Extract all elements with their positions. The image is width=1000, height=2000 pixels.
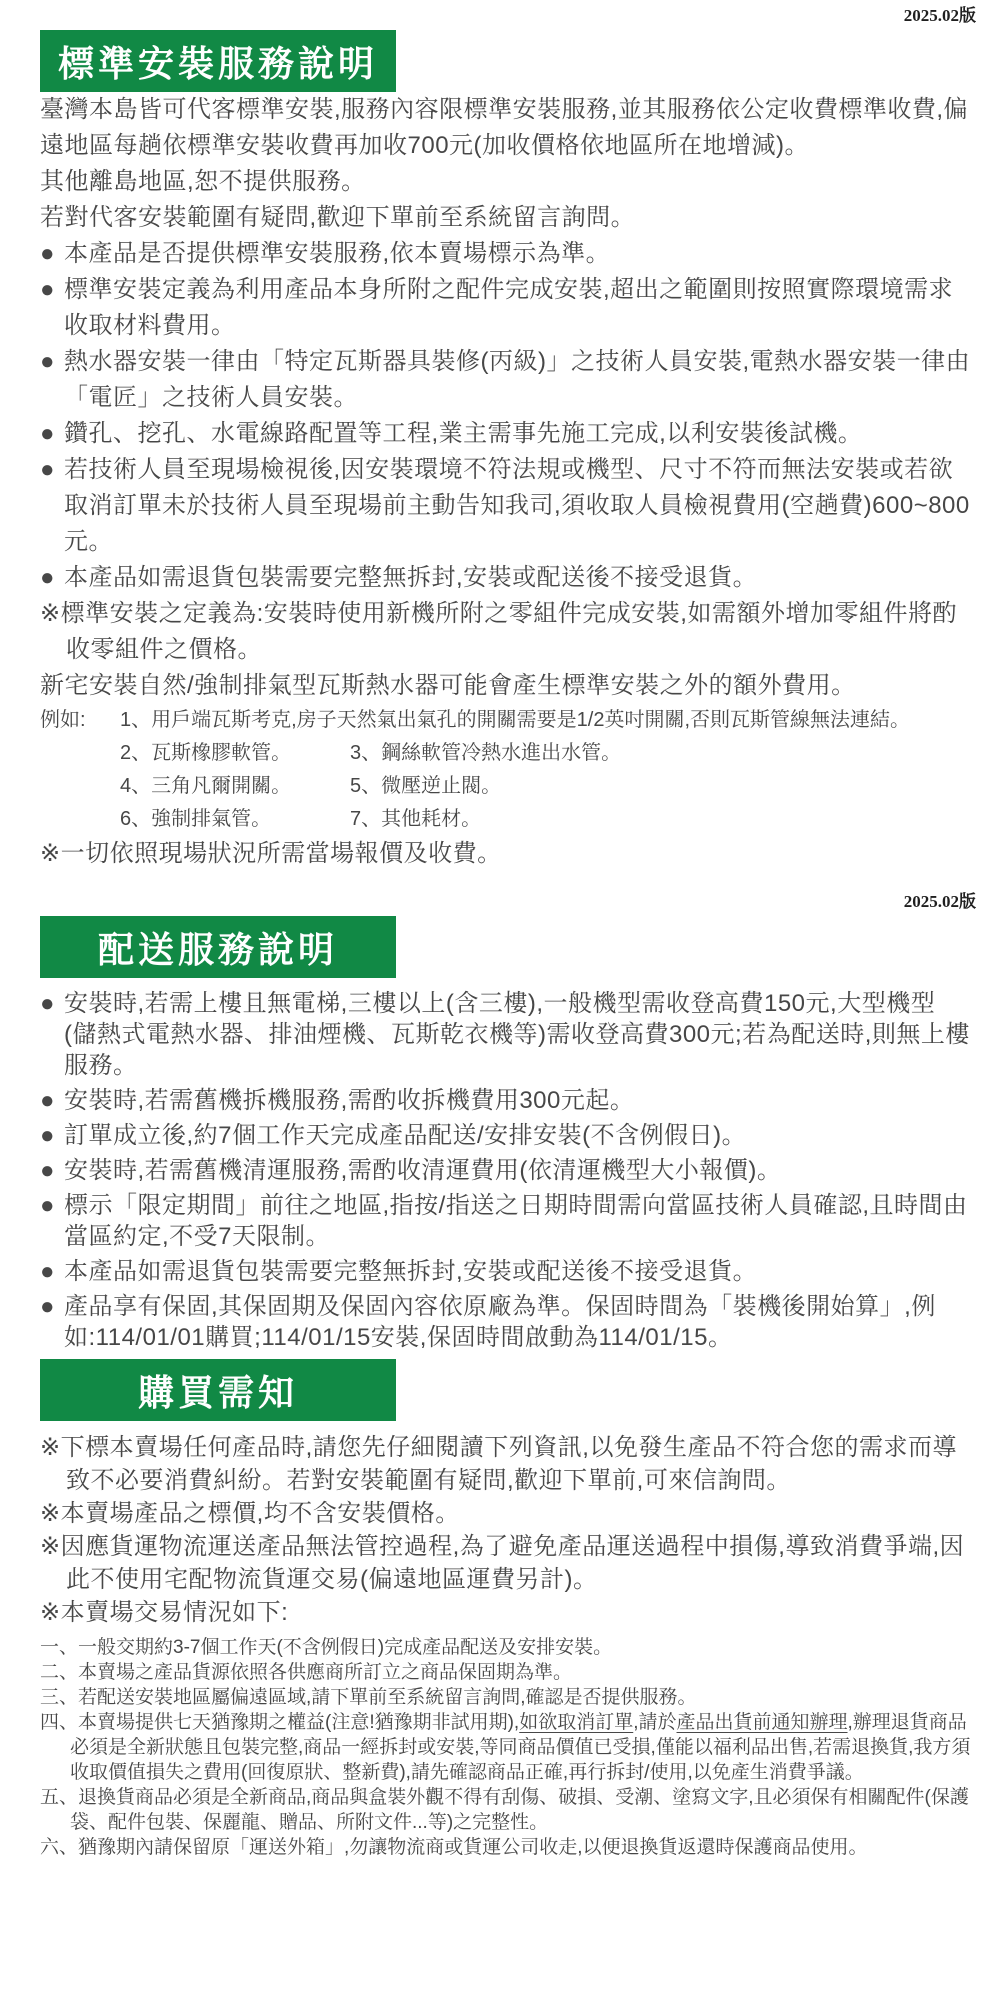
delivery-bullet-text: 安裝時,若需上樓且無電梯,三樓以上(含三樓),一般機型需收登高費150元,大型機型 (儲熱式電熱水器、排油煙機、瓦斯乾衣機等)需收登高費300元;若為配送時,則無上樓服務。: [64, 990, 970, 1079]
install-definition-note: [40, 596, 972, 668]
purchase-note-text: 本賣場產品之標價,均不含安裝價格。: [60, 1500, 460, 1527]
notify-before-shipping-underlined-text: 產品出貨前通知辦理: [676, 1712, 848, 1733]
delivery-bullet-text: 標示「限定期間」前往之地區,指按/指送之日期時間需向當區技術人員確認,且時間由當區約定,不受7天限制。: [64, 1192, 968, 1250]
delivery-bullet-item: [40, 1256, 972, 1287]
install-bullet-text: 本產品如需退貨包裝需要完整無拆封,安裝或配送後不接受退貨。: [64, 564, 758, 591]
example-item-5: 5、微壓逆止閥。: [350, 775, 502, 797]
cancel-order-underlined-text: 如欲取消訂單: [519, 1712, 634, 1733]
example-item-3: 3、鋼絲軟管冷熱水進出水管。: [350, 742, 622, 764]
note-icon: ※: [40, 1500, 61, 1527]
delivery-bullet-item: [40, 1120, 972, 1151]
bullet-icon: ●: [40, 456, 55, 483]
note-icon: ※: [40, 600, 61, 627]
term-4-mid: ,請於: [633, 1712, 677, 1733]
delivery-version-label: 2025.02版: [903, 892, 976, 911]
install-banner: [40, 30, 396, 92]
install-bullet-text: 鑽孔、挖孔、水電線路配置等工程,業主需事先施工完成,以利安裝後試機。: [64, 420, 863, 447]
bullet-icon: ●: [40, 564, 55, 591]
note-icon: ※: [40, 840, 61, 867]
install-bullet-text: 熱水器安裝一律由「特定瓦斯器具裝修(丙級)」之技術人員安裝,電熱水器安裝一律由「電匠」之技術人員安裝。: [64, 348, 971, 411]
install-extra-fee-note: 新宅安裝自然/強制排氣型瓦斯熱水器可能會產生標準安裝之外的額外費用。: [40, 672, 856, 699]
purchase-note: [40, 1497, 972, 1530]
install-intro-line3: 若對代客安裝範圍有疑問,歡迎下單前至系統留言詢問。: [40, 204, 636, 231]
bullet-icon: ●: [40, 1122, 55, 1149]
onsite-quote-note: [40, 836, 972, 872]
delivery-bullet-text: 安裝時,若需舊機清運服務,需酌收清運費用(依清運機型大小報價)。: [64, 1157, 782, 1184]
bullet-icon: ●: [40, 1192, 55, 1219]
example-label: 例如:: [40, 709, 86, 731]
purchase-note: [40, 1431, 972, 1497]
purchase-term-6: 六、猶豫期內請保留原「運送外箱」,勿讓物流商或貨運公司收走,以便退換貨返還時保護商品使用。: [40, 1837, 868, 1858]
delivery-bullet-text: 安裝時,若需舊機拆機服務,需酌收拆機費用300元起。: [64, 1087, 635, 1114]
install-bullet-text: 標準安裝定義為利用產品本身所附之配件完成安裝,超出之範圍則按照實際環境需求收取材料費用。: [64, 276, 954, 339]
note-icon: ※: [40, 1533, 61, 1560]
install-intro-line1: 臺灣本島皆可代客標準安裝,服務內容限標準安裝服務,並其服務依公定收費標準收費,偏遠地區每趟依標準安裝收費再加收700元(加收價格依地區所在地增減)。: [40, 96, 969, 159]
purchase-term-4: [40, 1710, 972, 1785]
purchase-note-text: 本賣場交易情況如下:: [60, 1599, 289, 1626]
bullet-icon: ●: [40, 1293, 55, 1320]
purchase-term-1: 一、一般交期約3-7個工作天(不含例假日)完成產品配送及安排安裝。: [40, 1637, 613, 1658]
install-intro-line2: 其他離島地區,恕不提供服務。: [40, 168, 366, 195]
bullet-icon: ●: [40, 420, 55, 447]
bullet-icon: ●: [40, 348, 55, 375]
install-bullet-text: 本產品是否提供標準安裝服務,依本賣場標示為準。: [64, 240, 611, 267]
delivery-bullet-item: [40, 1291, 972, 1353]
delivery-banner: [40, 916, 396, 978]
delivery-bullet-item: [40, 988, 972, 1081]
purchase-note: [40, 1596, 972, 1629]
install-bullet-item: [40, 452, 972, 560]
delivery-bullet-item: [40, 1155, 972, 1186]
example-item-1: 1、用戶端瓦斯考克,房子天然氣出氣孔的開關需要是1/2英吋開關,否則瓦斯管線無法連結。: [120, 709, 911, 731]
example-row: [40, 770, 972, 803]
delivery-bullet-item: [40, 1085, 972, 1116]
purchase-note: [40, 1530, 972, 1596]
bullet-icon: ●: [40, 990, 55, 1017]
delivery-bullet-text: 本產品如需退貨包裝需要完整無拆封,安裝或配送後不接受退貨。: [64, 1258, 758, 1285]
onsite-quote-text: 一切依照現場狀況所需當場報價及收費。: [60, 840, 502, 867]
bullet-icon: ●: [40, 240, 55, 267]
delivery-bullet-item: [40, 1190, 972, 1252]
purchase-term-2: 二、本賣場之產品貨源依照各供應商所訂立之商品保固期為準。: [40, 1662, 573, 1683]
install-examples: [40, 704, 972, 836]
install-section: [0, 92, 1000, 872]
example-item-2: 2、瓦斯橡膠軟管。: [120, 742, 292, 764]
purchase-banner-title: 購買需知: [137, 1371, 298, 1413]
delivery-bullet-text: 訂單成立後,約7個工作天完成產品配送/安排安裝(不含例假日)。: [64, 1122, 747, 1149]
term-4-post: ,辦理退貨商品必須是全新狀態且包裝完整,商品一經拆封或安裝,等同商品價值已受損,僅能以福利品出售,若需退換貨,我方須收取價值損失之費用(回復原狀、整新費),請先確認商品正確,再行拆封/使用,以免產生消費爭議。: [70, 1712, 971, 1783]
install-bullet-text: 若技術人員至現場檢視後,因安裝環境不符法規或機型、尺寸不符而無法安裝或若欲取消訂單未於技術人員至現場前主動告知我司,須收取人員檢視費用(空趟費)600~800元。: [64, 456, 970, 555]
note-icon: ※: [40, 1434, 61, 1461]
install-bullet-item: [40, 344, 972, 416]
delivery-banner-title: 配送服務說明: [97, 928, 338, 970]
install-banner-title: 標準安裝服務說明: [57, 42, 378, 84]
example-item-4: 4、三角凡爾開關。: [120, 775, 292, 797]
example-item-6: 6、強制排氣管。: [120, 808, 272, 830]
install-definition-text: 標準安裝之定義為:安裝時使用新機所附之零組件完成安裝,如需額外增加零組件將酌收零組件之價格。: [60, 600, 957, 663]
purchase-note-text: 因應貨運物流運送產品無法管控過程,為了避免產品運送過程中損傷,導致消費爭端,因此不使用宅配物流貨運交易(偏遠地區運費另計)。: [60, 1533, 965, 1593]
install-bullet-item: [40, 236, 972, 272]
install-bullet-item: [40, 416, 972, 452]
example-first-row: [40, 704, 972, 737]
note-icon: ※: [40, 1599, 61, 1626]
delivery-section: [0, 988, 1000, 1353]
install-bullet-item: [40, 272, 972, 344]
bullet-icon: ●: [40, 1258, 55, 1285]
install-bullet-item: [40, 560, 972, 596]
purchase-banner: [40, 1359, 396, 1421]
bullet-icon: ●: [40, 276, 55, 303]
install-version-label: 2025.02版: [903, 6, 976, 25]
purchase-section: [0, 1431, 1000, 1860]
example-row: [40, 803, 972, 836]
example-item-7: 7、其他耗材。: [350, 808, 482, 830]
bullet-icon: ●: [40, 1087, 55, 1114]
example-row: [40, 737, 972, 770]
delivery-bullet-text: 產品享有保固,其保固期及保固內容依原廠為準。保固時間為「裝機後開始算」,例如:114/01/01購買;114/01/15安裝,保固時間啟動為114/01/15。: [64, 1293, 936, 1351]
install-intro: [40, 92, 972, 200]
purchase-term-3: 三、若配送安裝地區屬偏遠區域,請下單前至系統留言詢問,確認是否提供服務。: [40, 1687, 697, 1708]
bullet-icon: ●: [40, 1157, 55, 1184]
purchase-term-5: 五、退換貨商品必須是全新商品,商品與盒裝外觀不得有刮傷、破損、受潮、塗寫文字,且必須保有相關配件(保護袋、配件包裝、保麗龍、贈品、所附文件...等)之完整性。: [40, 1787, 969, 1833]
term-4-pre: 四、本賣場提供七天猶豫期之權益(注意!猶豫期非試用期),: [40, 1712, 520, 1733]
purchase-note-text: 下標本賣場任何產品時,請您先仔細閱讀下列資訊,以免發生產品不符合您的需求而導致不必要消費糾紛。若對安裝範圍有疑問,歡迎下單前,可來信詢問。: [60, 1434, 957, 1494]
